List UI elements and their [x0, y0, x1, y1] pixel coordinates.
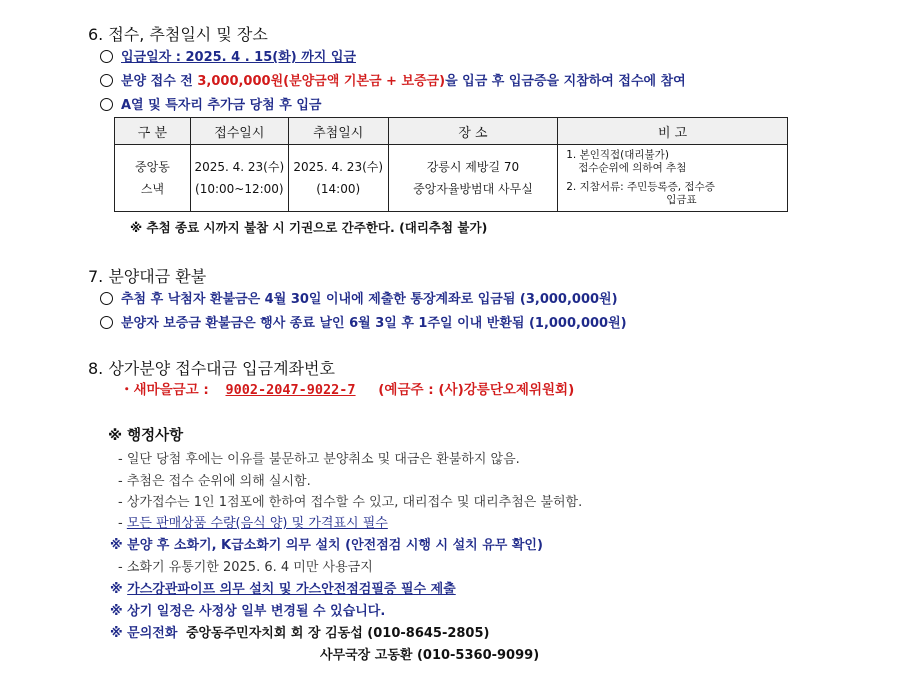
- section-6-item-1: [100, 46, 356, 65]
- deposit-amount: 3,000,000원(분양금액 기본금 + 보증금): [197, 74, 446, 89]
- admin-item-7: ※ 가스강관파이프 의무 설치 및 가스안전점검필증 필수 제출: [110, 582, 456, 597]
- bank-account-line: [120, 378, 574, 398]
- section-6-item-2: [100, 70, 686, 89]
- circle-bullet-icon: [100, 50, 113, 63]
- cell-remarks: 1. 본인직접(대리불가) 접수순위에 의하여 추첨 2. 지참서류: 주민등록증, 접수증 입금표: [558, 145, 788, 212]
- contact-secretary: 사무국장 고동환 (010-5360-9099): [320, 648, 540, 663]
- schedule-table: [114, 117, 788, 212]
- circle-bullet-icon: [100, 74, 113, 87]
- table-header-row: [115, 118, 788, 145]
- extra-fee-note: A열 및 특자리 추가금 당첨 후 입금: [121, 98, 322, 113]
- admin-item-5: ※ 분양 후 소화기, K급소화기 의무 설치 (안전점검 시행 시 설치 유무 확인): [110, 538, 543, 553]
- circle-bullet-icon: [100, 292, 113, 305]
- account-holder: (예금주 : (사)강릉단오제위원회): [378, 382, 575, 398]
- cell-receipt: 2025. 4. 23(수) (10:00~12:00): [190, 145, 288, 212]
- draw-absence-note: ※ 추첨 종료 시까지 불참 시 기권으로 간주한다. (대리추첨 불가): [130, 220, 488, 235]
- section-7-title: 7. 분양대금 환불: [88, 267, 207, 286]
- header-category: 구 분: [115, 118, 191, 145]
- header-receipt: 접수일시: [190, 118, 288, 145]
- price-display-required: 모든 판매상품 수량(음식 양) 및 가격표시 필수: [126, 516, 388, 531]
- deposit-prefix: 분양 접수 전: [121, 74, 198, 89]
- admin-item-8: ※ 상기 일정은 사정상 일부 변경될 수 있습니다.: [110, 604, 386, 619]
- contact-chairman: 중앙동주민자치회 회 장 김동섭 (010-8645-2805): [185, 626, 490, 641]
- header-place: 장 소: [388, 118, 558, 145]
- section-6-item-3: [100, 94, 321, 113]
- admin-item-1: - 일단 당첨 후에는 이유를 불문하고 분양취소 및 대금은 환불하지 않음.: [118, 452, 520, 467]
- section-6-title: 6. 접수, 추첨일시 및 장소: [88, 25, 268, 44]
- admin-title: ※ 행정사항: [108, 428, 184, 444]
- deposit-date: 입금일자 : 2025. 4 . 15(화) 까지 입금: [121, 50, 356, 65]
- admin-contact-line: [110, 622, 489, 641]
- circle-bullet-icon: [100, 98, 113, 111]
- admin-item-4: - 모든 판매상품 수량(음식 양) 및 가격표시 필수: [118, 516, 388, 531]
- section-7-item-1: 추첨 후 낙첨자 환불금은 4월 30일 이내에 제출한 통장계좌로 입금됨 (3,000,000원): [100, 288, 618, 307]
- header-draw: 추첨일시: [288, 118, 388, 145]
- section-7-item-2: 분양자 보증금 환불금은 행사 종료 날인 6월 3일 후 1주일 이내 반환됨 (1,000,000원): [100, 312, 627, 331]
- section-8-title: 8. 상가분양 접수대금 입금계좌번호: [88, 359, 335, 378]
- cell-place: 강릉시 제방길 70 중앙자율방범대 사무실: [388, 145, 558, 212]
- admin-item-3: - 상가접수는 1인 1점포에 한하여 접수할 수 있고, 대리접수 및 대리추첨은 불허함.: [118, 495, 583, 510]
- cell-category: 중앙동 스낵: [115, 145, 191, 212]
- contact-label: ※ 문의전화: [110, 626, 178, 641]
- cell-draw: 2025. 4. 23(수) (14:00): [288, 145, 388, 212]
- bank-label: ・새마을금고 :: [120, 382, 209, 398]
- gas-pipe-requirement: 가스강관파이프 의무 설치 및 가스안전점검필증 필수 제출: [127, 582, 456, 597]
- header-remarks: 비 고: [558, 118, 788, 145]
- admin-item-2: - 추첨은 접수 순위에 의해 실시함.: [118, 474, 311, 489]
- circle-bullet-icon: [100, 316, 113, 329]
- table-row: [115, 145, 788, 212]
- deposit-suffix: 을 입금 후 입금증을 지참하여 접수에 참여: [445, 74, 686, 89]
- admin-item-6: - 소화기 유통기한 2025. 6. 4 미만 사용금지: [118, 560, 373, 575]
- account-number: 9002-2047-9022-7: [225, 382, 356, 398]
